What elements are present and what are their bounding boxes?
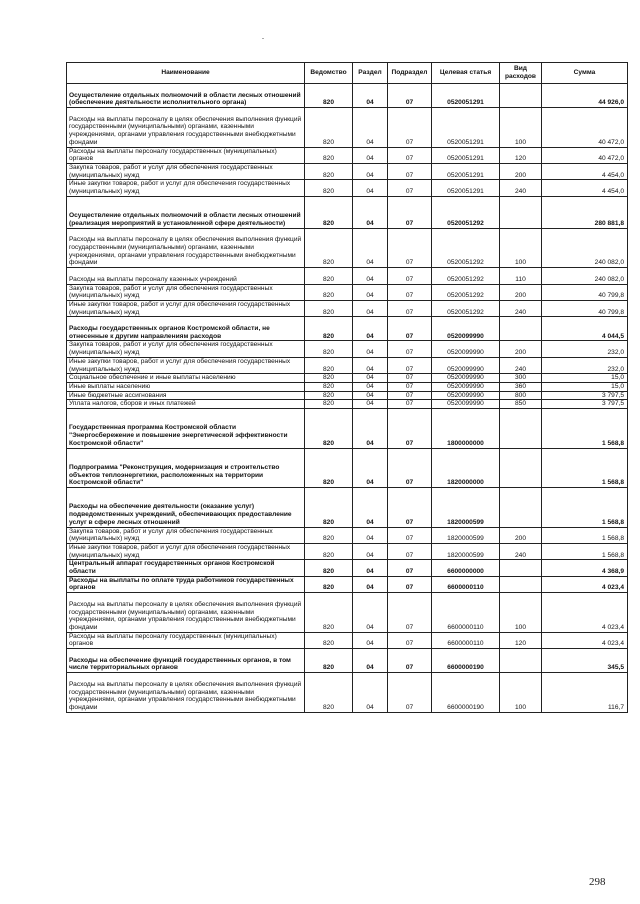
table-row [67, 284, 628, 300]
row-expense-type: 200 [500, 341, 542, 357]
row-expense-type: 240 [500, 300, 542, 316]
table-row [67, 593, 628, 633]
row-sum: 40 472,0 [542, 147, 628, 163]
row-sum: 40 472,0 [542, 108, 628, 148]
row-section: 04 [353, 284, 388, 300]
budget-table [66, 62, 628, 713]
row-name: Иные закупки товаров, работ и услуг для обеспечения государственных (муниципальных) нужд [67, 300, 305, 316]
row-expense-type: 200 [500, 284, 542, 300]
row-target-article: 0520099990 [432, 357, 500, 373]
row-section: 04 [353, 180, 388, 196]
row-target-article: 6600000110 [432, 576, 500, 592]
table-row [67, 196, 628, 228]
table-row [67, 527, 628, 543]
row-department: 820 [305, 284, 353, 300]
row-department: 820 [305, 374, 353, 383]
table-row [67, 84, 628, 108]
row-target-article: 1820000599 [432, 543, 500, 559]
table-row [67, 228, 628, 268]
table-row [67, 649, 628, 673]
row-subsection: 07 [388, 543, 432, 559]
row-sum: 4 454,0 [542, 180, 628, 196]
row-subsection: 07 [388, 147, 432, 163]
row-expense-type: 240 [500, 543, 542, 559]
row-name: Расходы на выплаты персоналу в целях обеспечения выполнения функций государственными (муниципальными) органами, казенными учреждениями, органами управления государственными внебюджетными фондами [67, 593, 305, 633]
row-subsection: 07 [388, 180, 432, 196]
row-target-article: 0520051291 [432, 164, 500, 180]
row-expense-type [500, 649, 542, 673]
row-department: 820 [305, 196, 353, 228]
row-section: 04 [353, 164, 388, 180]
table-row [67, 268, 628, 284]
row-section: 04 [353, 391, 388, 400]
row-target-article: 1800000000 [432, 409, 500, 449]
row-expense-type [500, 448, 542, 488]
row-sum: 345,5 [542, 649, 628, 673]
table-row [67, 448, 628, 488]
row-section: 04 [353, 228, 388, 268]
table-row [67, 632, 628, 648]
table-row [67, 673, 628, 713]
row-section: 04 [353, 673, 388, 713]
row-name: Расходы на выплаты персоналу в целях обеспечения выполнения функций государственными (муниципальными) органами, казенными учреждениями, органами управления государственными внебюджетными фондами [67, 108, 305, 148]
row-name: Расходы на обеспечение деятельности (оказание услуг) подведомственных учреждений, обеспечивающих предоставление услуг в сфере лесных отношений [67, 488, 305, 528]
row-name: Социальное обеспечение и иные выплаты населению [67, 374, 305, 383]
row-target-article: 0520099990 [432, 391, 500, 400]
row-section: 04 [353, 196, 388, 228]
table-row [67, 180, 628, 196]
header-expense-type: Вид расходов [500, 63, 542, 84]
row-section: 04 [353, 593, 388, 633]
row-target-article: 0520099990 [432, 382, 500, 391]
table-row [67, 409, 628, 449]
row-section: 04 [353, 341, 388, 357]
row-expense-type [500, 560, 542, 576]
row-subsection: 07 [388, 673, 432, 713]
row-expense-type: 200 [500, 527, 542, 543]
row-expense-type: 850 [500, 400, 542, 409]
row-sum: 1 568,8 [542, 409, 628, 449]
row-name: Закупка товаров, работ и услуг для обеспечения государственных (муниципальных) нужд [67, 527, 305, 543]
scan-speck [262, 38, 264, 39]
row-subsection: 07 [388, 341, 432, 357]
table-row [67, 488, 628, 528]
row-sum: 15,0 [542, 382, 628, 391]
row-department: 820 [305, 527, 353, 543]
row-expense-type: 360 [500, 382, 542, 391]
row-department: 820 [305, 400, 353, 409]
row-expense-type [500, 196, 542, 228]
row-target-article: 0520051292 [432, 228, 500, 268]
row-section: 04 [353, 268, 388, 284]
row-name: Закупка товаров, работ и услуг для обеспечения государственных (муниципальных) нужд [67, 341, 305, 357]
row-sum: 1 568,8 [542, 527, 628, 543]
row-target-article: 1820000599 [432, 488, 500, 528]
row-subsection: 07 [388, 488, 432, 528]
row-name: Расходы государственных органов Костромской области, не отнесенные к другим направлениям расходов [67, 317, 305, 341]
row-target-article: 0520099990 [432, 400, 500, 409]
row-department: 820 [305, 268, 353, 284]
row-section: 04 [353, 576, 388, 592]
row-name: Закупка товаров, работ и услуг для обеспечения государственных (муниципальных) нужд [67, 164, 305, 180]
row-target-article: 0520099990 [432, 317, 500, 341]
row-target-article: 0520099990 [432, 374, 500, 383]
table-row [67, 317, 628, 341]
row-department: 820 [305, 488, 353, 528]
row-department: 820 [305, 228, 353, 268]
row-name: Иные закупки товаров, работ и услуг для обеспечения государственных (муниципальных) нужд [67, 543, 305, 559]
row-expense-type: 100 [500, 673, 542, 713]
row-target-article: 0520051291 [432, 108, 500, 148]
row-sum: 4 454,0 [542, 164, 628, 180]
row-subsection: 07 [388, 268, 432, 284]
row-expense-type: 100 [500, 228, 542, 268]
row-subsection: 07 [388, 632, 432, 648]
row-sum: 15,0 [542, 374, 628, 383]
row-target-article: 0520051292 [432, 268, 500, 284]
row-name: Иные бюджетные ассигнования [67, 391, 305, 400]
row-sum: 4 044,5 [542, 317, 628, 341]
row-sum: 3 797,5 [542, 391, 628, 400]
row-sum: 1 568,8 [542, 448, 628, 488]
row-sum: 4 023,4 [542, 593, 628, 633]
row-target-article: 6600000190 [432, 649, 500, 673]
row-department: 820 [305, 391, 353, 400]
row-target-article: 0520051292 [432, 284, 500, 300]
table-row [67, 576, 628, 592]
row-expense-type: 240 [500, 357, 542, 373]
header-sum: Сумма [542, 63, 628, 84]
row-name: Расходы на выплаты персоналу казенных учреждений [67, 268, 305, 284]
row-target-article: 0520099990 [432, 341, 500, 357]
row-department: 820 [305, 543, 353, 559]
row-department: 820 [305, 576, 353, 592]
row-department: 820 [305, 632, 353, 648]
row-subsection: 07 [388, 317, 432, 341]
row-department: 820 [305, 649, 353, 673]
table-body [67, 84, 628, 713]
row-target-article: 6600000000 [432, 560, 500, 576]
row-name: Расходы на выплаты персоналу в целях обеспечения выполнения функций государственными (муниципальными) органами, казенными учреждениями, органами управления государственными внебюджетными фондами [67, 673, 305, 713]
table-row [67, 560, 628, 576]
row-expense-type: 300 [500, 374, 542, 383]
row-sum: 40 799,8 [542, 300, 628, 316]
row-expense-type [500, 409, 542, 449]
row-department: 820 [305, 593, 353, 633]
row-sum: 240 082,0 [542, 268, 628, 284]
row-department: 820 [305, 673, 353, 713]
row-expense-type: 800 [500, 391, 542, 400]
table-row [67, 300, 628, 316]
row-name: Подпрограмма "Реконструкция, модернизация и строительство объектов теплоэнергетики, расположенных на территории Костромской области" [67, 448, 305, 488]
row-section: 04 [353, 448, 388, 488]
header-name: Наименование [67, 63, 305, 84]
row-section: 04 [353, 317, 388, 341]
table-row [67, 108, 628, 148]
row-name: Расходы на выплаты персоналу государственных (муниципальных) органов [67, 147, 305, 163]
row-section: 04 [353, 357, 388, 373]
row-sum: 4 368,9 [542, 560, 628, 576]
row-sum: 4 023,4 [542, 632, 628, 648]
table-row [67, 147, 628, 163]
row-subsection: 07 [388, 357, 432, 373]
row-section: 04 [353, 527, 388, 543]
row-department: 820 [305, 300, 353, 316]
row-subsection: 07 [388, 391, 432, 400]
row-sum: 116,7 [542, 673, 628, 713]
row-name: Осуществление отдельных полномочий в области лесных отношений (реализация мероприятий в установленной сфере деятельности) [67, 196, 305, 228]
row-expense-type [500, 488, 542, 528]
row-sum: 280 881,8 [542, 196, 628, 228]
row-sum: 232,0 [542, 341, 628, 357]
table-row [67, 382, 628, 391]
table-header-row [67, 63, 628, 84]
row-subsection: 07 [388, 400, 432, 409]
row-expense-type: 110 [500, 268, 542, 284]
row-subsection: 07 [388, 560, 432, 576]
row-department: 820 [305, 164, 353, 180]
header-section: Раздел [353, 63, 388, 84]
row-name: Иные выплаты населению [67, 382, 305, 391]
row-subsection: 07 [388, 649, 432, 673]
row-department: 820 [305, 108, 353, 148]
page-number: 298 [589, 876, 606, 888]
row-sum: 3 797,5 [542, 400, 628, 409]
row-subsection: 07 [388, 593, 432, 633]
row-section: 04 [353, 382, 388, 391]
row-section: 04 [353, 488, 388, 528]
row-subsection: 07 [388, 374, 432, 383]
row-sum: 1 568,8 [542, 543, 628, 559]
table-row [67, 357, 628, 373]
row-subsection: 07 [388, 84, 432, 108]
row-section: 04 [353, 147, 388, 163]
row-subsection: 07 [388, 108, 432, 148]
row-subsection: 07 [388, 382, 432, 391]
row-section: 04 [353, 632, 388, 648]
row-name: Расходы на обеспечение функций государственных органов, в том числе территориальных органов [67, 649, 305, 673]
row-name: Государственная программа Костромской области "Энергосбережение и повышение энергетической эффективности Костромской области" [67, 409, 305, 449]
row-subsection: 07 [388, 527, 432, 543]
row-expense-type: 240 [500, 180, 542, 196]
header-target-article: Целевая статья [432, 63, 500, 84]
budget-table-sheet [66, 62, 627, 713]
row-expense-type [500, 84, 542, 108]
row-expense-type: 100 [500, 593, 542, 633]
row-name: Уплата налогов, сборов и иных платежей [67, 400, 305, 409]
row-expense-type: 120 [500, 147, 542, 163]
row-subsection: 07 [388, 300, 432, 316]
row-sum: 232,0 [542, 357, 628, 373]
row-target-article: 0520051292 [432, 300, 500, 316]
row-target-article: 6600000110 [432, 632, 500, 648]
row-name: Иные закупки товаров, работ и услуг для обеспечения государственных (муниципальных) нужд [67, 357, 305, 373]
row-target-article: 0520051292 [432, 196, 500, 228]
row-department: 820 [305, 180, 353, 196]
row-target-article: 1820000000 [432, 448, 500, 488]
row-department: 820 [305, 341, 353, 357]
row-expense-type [500, 576, 542, 592]
table-row [67, 164, 628, 180]
row-department: 820 [305, 84, 353, 108]
table-row [67, 374, 628, 383]
row-sum: 44 926,0 [542, 84, 628, 108]
row-subsection: 07 [388, 284, 432, 300]
row-section: 04 [353, 300, 388, 316]
row-subsection: 07 [388, 576, 432, 592]
row-name: Расходы на выплаты по оплате труда работников государственных органов [67, 576, 305, 592]
row-expense-type: 100 [500, 108, 542, 148]
table-row [67, 400, 628, 409]
row-department: 820 [305, 560, 353, 576]
row-department: 820 [305, 409, 353, 449]
row-sum: 240 082,0 [542, 228, 628, 268]
row-sum: 4 023,4 [542, 576, 628, 592]
row-expense-type [500, 317, 542, 341]
row-expense-type: 200 [500, 164, 542, 180]
row-target-article: 0520051291 [432, 180, 500, 196]
row-name: Осуществление отдельных полномочий в области лесных отношений (обеспечение деятельности исполнительного органа) [67, 84, 305, 108]
row-target-article: 6600000110 [432, 593, 500, 633]
header-department: Ведомство [305, 63, 353, 84]
row-subsection: 07 [388, 409, 432, 449]
row-subsection: 07 [388, 196, 432, 228]
row-name: Закупка товаров, работ и услуг для обеспечения государственных (муниципальных) нужд [67, 284, 305, 300]
row-target-article: 1820000599 [432, 527, 500, 543]
row-target-article: 0520051291 [432, 84, 500, 108]
row-department: 820 [305, 357, 353, 373]
row-section: 04 [353, 108, 388, 148]
row-subsection: 07 [388, 228, 432, 268]
row-section: 04 [353, 543, 388, 559]
row-expense-type: 120 [500, 632, 542, 648]
row-section: 04 [353, 560, 388, 576]
row-subsection: 07 [388, 164, 432, 180]
row-target-article: 6600000190 [432, 673, 500, 713]
table-row [67, 341, 628, 357]
row-target-article: 0520051291 [432, 147, 500, 163]
row-name: Центральный аппарат государственных органов Костромской области [67, 560, 305, 576]
row-sum: 1 568,8 [542, 488, 628, 528]
row-subsection: 07 [388, 448, 432, 488]
row-name: Иные закупки товаров, работ и услуг для обеспечения государственных (муниципальных) нужд [67, 180, 305, 196]
row-department: 820 [305, 147, 353, 163]
row-name: Расходы на выплаты персоналу в целях обеспечения выполнения функций государственными (муниципальными) органами, казенными учреждениями, органами управления государственными внебюджетными фондами [67, 228, 305, 268]
row-department: 820 [305, 448, 353, 488]
row-sum: 40 799,8 [542, 284, 628, 300]
row-section: 04 [353, 400, 388, 409]
row-department: 820 [305, 317, 353, 341]
row-name: Расходы на выплаты персоналу государственных (муниципальных) органов [67, 632, 305, 648]
header-subsection: Подраздел [388, 63, 432, 84]
row-department: 820 [305, 382, 353, 391]
row-section: 04 [353, 374, 388, 383]
row-section: 04 [353, 409, 388, 449]
row-section: 04 [353, 649, 388, 673]
table-row [67, 543, 628, 559]
row-section: 04 [353, 84, 388, 108]
table-row [67, 391, 628, 400]
